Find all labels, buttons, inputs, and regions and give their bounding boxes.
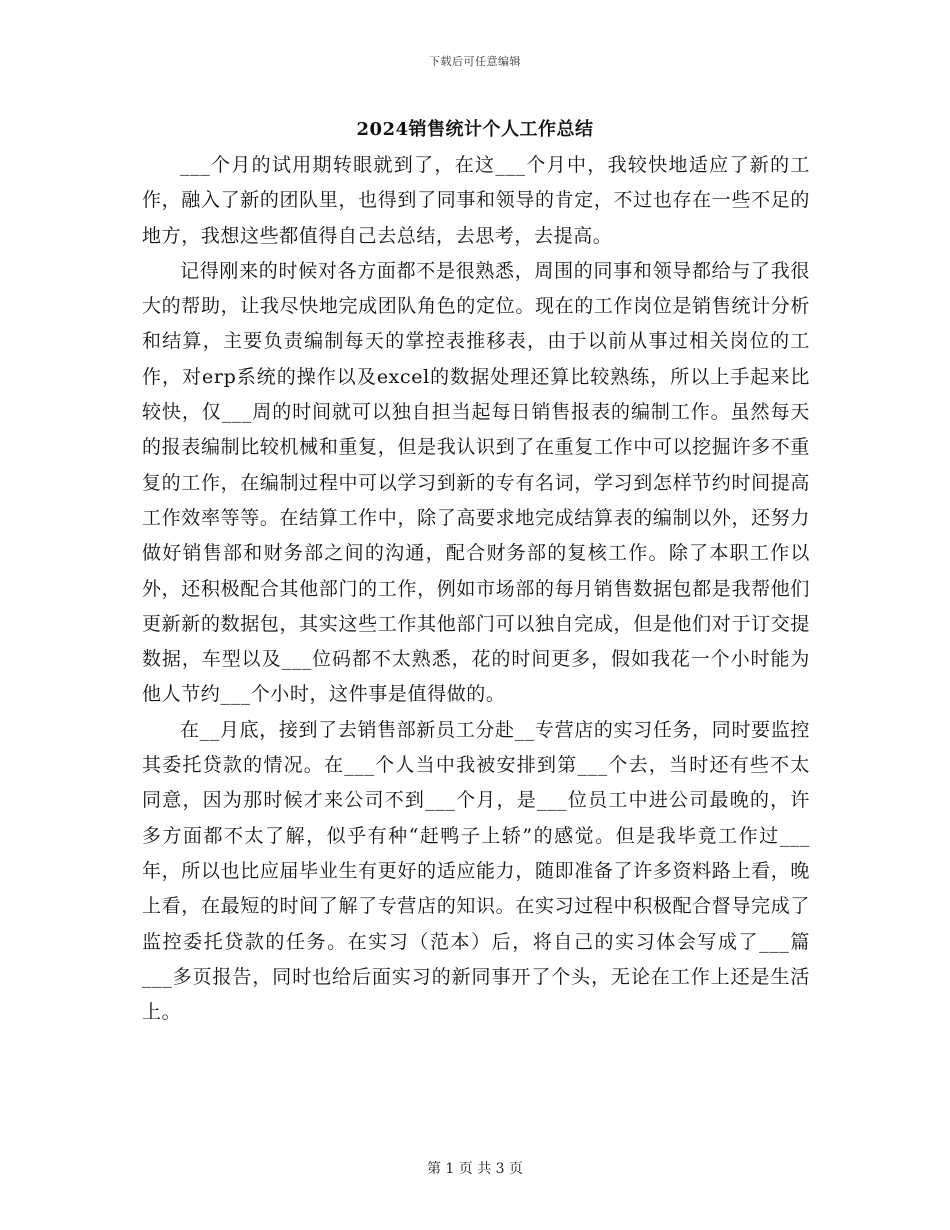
page-footer: 第 1 页 共 3 页 [426,1161,524,1177]
paragraph-1: ___个月的试用期转眼就到了，在这___个月中，我较快地适应了新的工作，融入了新的团队里，也得到了同事和领导的肯定，不过也存在一些不足的地方，我想这些都值得自己去总结，去思考，去提高。 [142,154,810,247]
document-body [142,148,810,1030]
document-title: 2024销售统计个人工作总结 [356,119,594,140]
paragraph-3: 在__月底，接到了去销售部新员工分赴__专营店的实习任务，同时要监控其委托贷款的情况。在___个人当中我被安排到第___个去，当时还有些不太同意，因为那时候才来公司不到___个月，是___位员工中进公司最晚的，许多方面都不太了解，似乎有种“赶鸭子上轿”的感觉。但是我毕竟工作过___年，所以也比应届毕业生有更好的适应能力，随即准备了许多资料路上看，晚上看，在最短的时间了解了专营店的知识。在实习过程中积极配合督导完成了监控委托贷款的任务。在实习（范本）后，将自己的实习体会写成了___篇___多页报告，同时也给后面实习的新同事开了个头，无论在工作上还是生活上。 [142,718,810,1024]
paragraph-2: 记得刚来的时候对各方面都不是很熟悉，周围的同事和领导都给与了我很大的帮助，让我尽快地完成团队角色的定位。现在的工作岗位是销售统计分析和结算，主要负责编制每天的掌控表推移表，由于以前从事过相关岗位的工作，对erp系统的操作以及excel的数据处理还算比较熟练，所以上手起来比较快，仅___周的时间就可以独自担当起每日销售报表的编制工作。虽然每天的报表编制比较机械和重复，但是我认识到了在重复工作中可以挖掘许多不重复的工作，在编制过程中可以学习到新的专有名词，学习到怎样节约时间提高工作效率等等。在结算工作中，除了高要求地完成结算表的编制以外，还努力做好销售部和财务部之间的沟通，配合财务部的复核工作。除了本职工作以外，还积极配合其他部门的工作，例如市场部的每月销售数据包都是我帮他们更新新的数据包，其实这些工作其他部门可以独自完成，但是他们对于订交提数据，车型以及___位码都不太熟悉，花的时间更多，假如我花一个小时能为他人节约___个小时，这件事是值得做的。 [142,259,810,706]
page-header: 下载后可任意编辑 [429,55,521,68]
